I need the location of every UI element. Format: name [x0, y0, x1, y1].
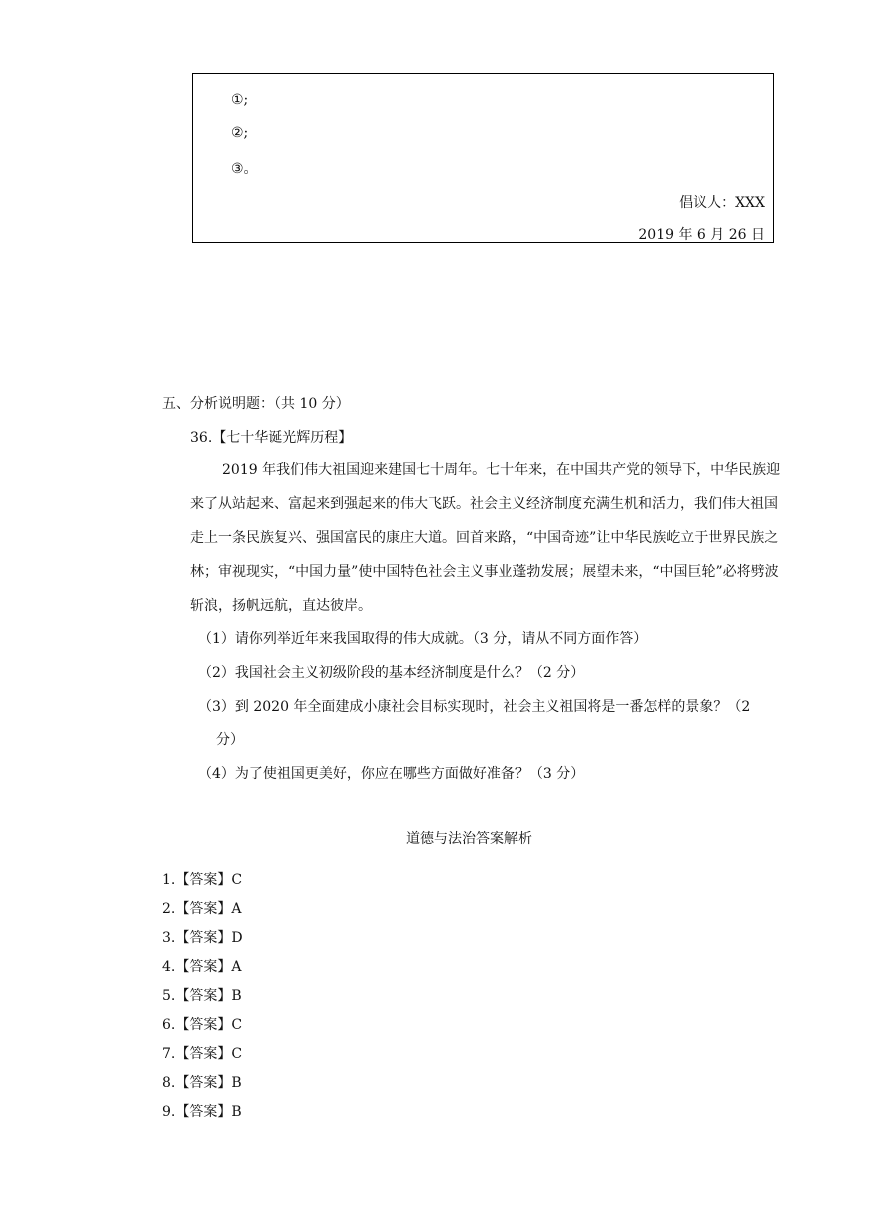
- answer-item: 7.【答案】C: [162, 1046, 243, 1062]
- sub-question-1: （1）请你列举近年来我国取得的伟大成就。（3 分，请从不同方面作答）: [198, 631, 648, 647]
- sub-question-3: （3）到 2020 年全面建成小康社会目标实现时，社会主义祖国将是一番怎样的景象？（2: [198, 699, 751, 715]
- answer-item: 6.【答案】C: [162, 1017, 243, 1033]
- sub-question-4: （4）为了使祖国更美好，你应在哪些方面做好准备？（3 分）: [198, 766, 585, 782]
- proposal-item-3: ③。: [231, 161, 258, 177]
- proposal-date: 2019 年 6 月 26 日: [638, 227, 765, 243]
- answer-item: 3.【答案】D: [162, 930, 243, 946]
- answers-title: 道德与法治答案解析: [406, 831, 532, 847]
- passage-text: 2019 年我们伟大祖国迎来建国七十周年。七十年来，在中国共产党的领导下，中华民族迎来了从站起来、富起来到强起来的伟大飞跃。社会主义经济制度充满生机和活力，我们伟大祖国走上一条民族复兴、强国富民的康庄大道。回首来路，“中国奇迹”让中华民族屹立于世界民族之林；审视现实，“中国力量”使中国特色社会主义事业蓬勃发展；展望未来，“中国巨轮”必将劈波斩浪，扬帆远航，直达彼岸。: [190, 462, 781, 614]
- proposal-box: [192, 73, 774, 243]
- answer-item: 5.【答案】B: [162, 988, 242, 1004]
- answer-item: 4.【答案】A: [162, 959, 242, 975]
- answer-item: 1.【答案】C: [162, 872, 243, 888]
- proposal-item-1: ①;: [231, 92, 249, 108]
- question-passage: [190, 453, 790, 623]
- section-heading: 五、分析说明题：（共 10 分）: [162, 396, 350, 412]
- proposal-signer: 倡议人：XXX: [679, 195, 765, 211]
- proposal-item-2: ②;: [231, 125, 249, 141]
- sub-question-3-cont: 分）: [216, 732, 244, 748]
- answer-item: 8.【答案】B: [162, 1075, 242, 1091]
- sub-question-2: （2）我国社会主义初级阶段的基本经济制度是什么？（2 分）: [198, 665, 585, 681]
- answer-item: 9.【答案】B: [162, 1104, 242, 1120]
- question-title: 36.【七十华诞光辉历程】: [190, 430, 353, 446]
- answer-item: 2.【答案】A: [162, 901, 242, 917]
